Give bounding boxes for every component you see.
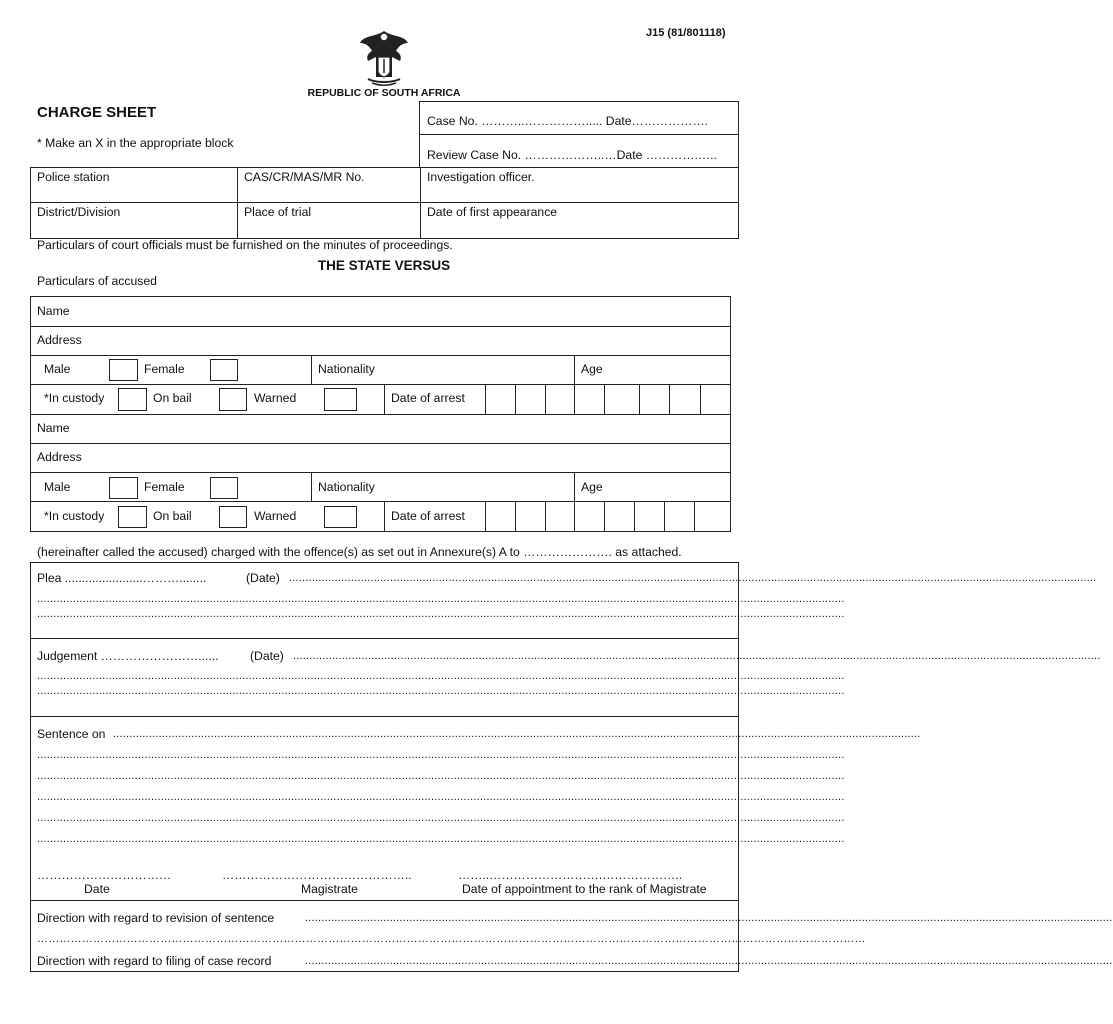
police-station-field[interactable]: Police station bbox=[37, 170, 110, 184]
direction-revision-dots[interactable]: ........................................................................................................................................................................................................................................................ bbox=[305, 912, 1113, 924]
plea-line-2[interactable]: ........................................................................................................................................................................................................................................................ bbox=[37, 608, 845, 620]
accused-1-male-checkbox[interactable] bbox=[109, 359, 138, 381]
judgement-date-dots[interactable]: ........................................................................................................................................................................................................................................................ bbox=[293, 650, 1101, 662]
accused-2-female-checkbox[interactable] bbox=[210, 477, 238, 499]
direction-middle-line[interactable]: …………………………………………………………………………………………………………………………………………………………………………………………………… bbox=[37, 933, 866, 945]
review-case-no-field[interactable]: Review Case No. ………………..…Date ………….….. bbox=[427, 148, 717, 162]
accused-2-name-field[interactable]: Name bbox=[37, 421, 70, 435]
judgement-label: Judgement ……………………...... bbox=[37, 649, 219, 663]
plea-date-label: (Date) bbox=[246, 571, 280, 585]
state-versus-heading: THE STATE VERSUS bbox=[317, 258, 451, 273]
date-signature-line[interactable]: …………………………… bbox=[37, 868, 172, 882]
sentence-line-1[interactable]: ........................................................................................................................................................................................................................................................ bbox=[37, 749, 845, 761]
plea-label: Plea .......................………........ bbox=[37, 571, 207, 585]
direction-revision-label: Direction with regard to revision of sentence bbox=[37, 911, 275, 925]
direction-filing-label: Direction with regard to filing of case record bbox=[37, 954, 272, 968]
district-division-field[interactable]: District/Division bbox=[37, 205, 121, 219]
accused-2-address-field[interactable]: Address bbox=[37, 450, 82, 464]
charged-with-offence-line: (hereinafter called the accused) charged with the offence(s) as set out in Annexure(s) A to …………………. as attached. bbox=[37, 545, 682, 559]
page-title: CHARGE SHEET bbox=[37, 104, 157, 121]
accused-2-nationality-field[interactable]: Nationality bbox=[318, 480, 375, 494]
first-appearance-field[interactable]: Date of first appearance bbox=[427, 205, 558, 219]
instruction-text: * Make an X in the appropriate block bbox=[37, 136, 234, 150]
sentence-line-3[interactable]: ........................................................................................................................................................................................................................................................ bbox=[37, 791, 845, 803]
accused-2-date-of-arrest-label: Date of arrest bbox=[391, 509, 465, 523]
magistrate-signature-label: Magistrate bbox=[301, 882, 358, 896]
case-no-field[interactable]: Case No. ………..……………..... Date………………. bbox=[427, 114, 709, 128]
accused-1-warned-checkbox[interactable] bbox=[324, 388, 357, 411]
judgement-line-2[interactable]: ........................................................................................................................................................................................................................................................ bbox=[37, 685, 845, 697]
sentence-line-2[interactable]: ........................................................................................................................................................................................................................................................ bbox=[37, 770, 845, 782]
particulars-of-accused-label: Particulars of accused bbox=[37, 274, 157, 288]
magistrate-signature-line[interactable]: ……………………………………….. bbox=[222, 868, 412, 882]
station-details-grid bbox=[30, 167, 739, 239]
accused-1-nationality-field[interactable]: Nationality bbox=[318, 362, 375, 376]
accused-1-female-checkbox[interactable] bbox=[210, 359, 238, 381]
judgement-line-1[interactable]: ........................................................................................................................................................................................................................................................ bbox=[37, 670, 845, 682]
accused-2-in-custody-checkbox[interactable] bbox=[118, 506, 147, 528]
accused-2-warned-label: Warned bbox=[254, 509, 297, 523]
accused-1-age-field[interactable]: Age bbox=[581, 362, 603, 376]
accused-1-date-of-arrest-label: Date of arrest bbox=[391, 391, 465, 405]
investigation-officer-field[interactable]: Investigation officer. bbox=[427, 170, 535, 184]
sentence-line-4[interactable]: ........................................................................................................................................................................................................................................................ bbox=[37, 812, 845, 824]
accused-1-in-custody-checkbox[interactable] bbox=[118, 388, 147, 411]
accused-2-female-label: Female bbox=[144, 480, 185, 494]
accused-2-on-bail-checkbox[interactable] bbox=[219, 506, 247, 528]
court-officials-note: Particulars of court officials must be furnished on the minutes of proceedings. bbox=[37, 238, 453, 252]
country-name: REPUBLIC OF SOUTH AFRICA bbox=[307, 87, 461, 99]
accused-1-name-field[interactable]: Name bbox=[37, 304, 70, 318]
accused-1-address-field[interactable]: Address bbox=[37, 333, 82, 347]
form-code: J15 (81/801118) bbox=[646, 27, 726, 39]
coat-of-arms-emblem bbox=[358, 27, 410, 87]
sentence-dots[interactable]: ........................................................................................................................................................................................................................................................ bbox=[113, 728, 921, 740]
accused-1-on-bail-label: On bail bbox=[153, 391, 192, 405]
cas-number-field[interactable]: CAS/CR/MAS/MR No. bbox=[244, 170, 365, 184]
accused-2-in-custody-label: *In custody bbox=[44, 509, 105, 523]
accused-2-male-checkbox[interactable] bbox=[109, 477, 138, 499]
accused-2-on-bail-label: On bail bbox=[153, 509, 192, 523]
direction-filing-dots[interactable]: ........................................................................................................................................................................................................................................................ bbox=[305, 955, 1113, 967]
accused-1-in-custody-label: *In custody bbox=[44, 391, 105, 405]
accused-1-female-label: Female bbox=[144, 362, 185, 376]
sentence-label: Sentence on bbox=[37, 727, 106, 741]
judgement-date-label: (Date) bbox=[250, 649, 284, 663]
accused-2-male-label: Male bbox=[44, 480, 71, 494]
place-of-trial-field[interactable]: Place of trial bbox=[244, 205, 312, 219]
accused-2-age-field[interactable]: Age bbox=[581, 480, 603, 494]
date-signature-label: Date bbox=[84, 882, 110, 896]
appointment-date-label: Date of appointment to the rank of Magistrate bbox=[462, 882, 707, 896]
plea-date-dots[interactable]: ........................................................................................................................................................................................................................................................ bbox=[289, 572, 1097, 584]
accused-2-warned-checkbox[interactable] bbox=[324, 506, 357, 528]
plea-line-1[interactable]: ........................................................................................................................................................................................................................................................ bbox=[37, 593, 845, 605]
accused-1-warned-label: Warned bbox=[254, 391, 297, 405]
accused-1-male-label: Male bbox=[44, 362, 71, 376]
appointment-date-line[interactable]: ……..……………………….……………….. bbox=[458, 868, 683, 882]
accused-1-on-bail-checkbox[interactable] bbox=[219, 388, 247, 411]
sentence-line-5[interactable]: ........................................................................................................................................................................................................................................................ bbox=[37, 833, 845, 845]
